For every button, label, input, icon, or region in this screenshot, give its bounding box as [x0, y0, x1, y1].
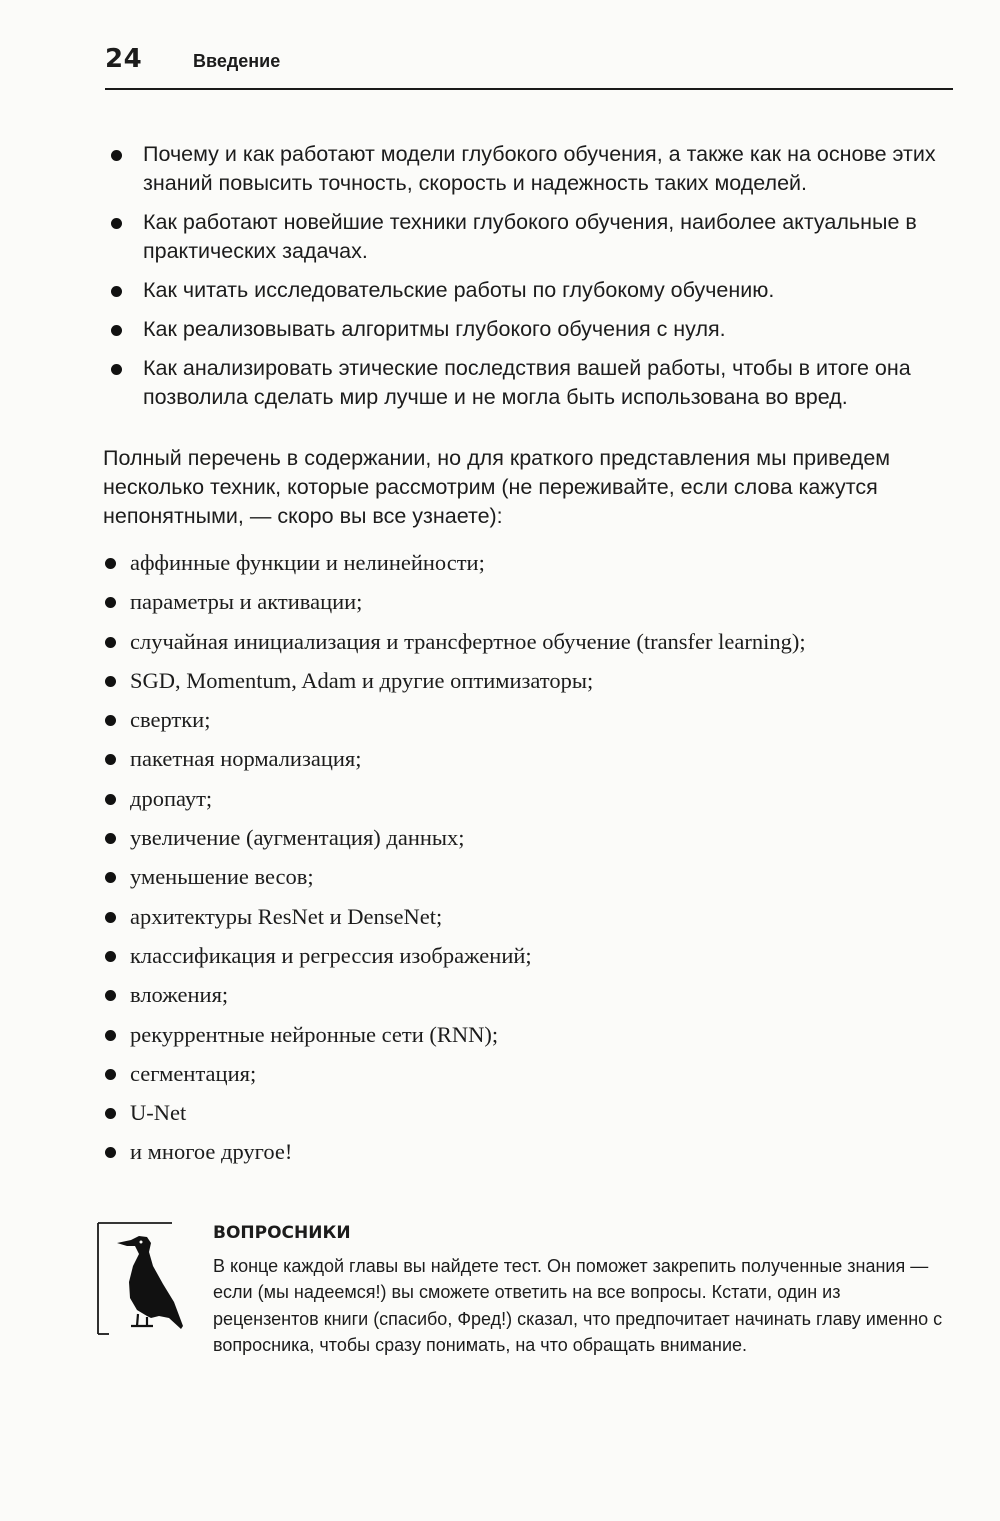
note-icon-box [97, 1222, 185, 1336]
page-number: 24 [105, 44, 143, 74]
list-item: уменьшение весов; [100, 862, 960, 901]
running-head: Введение [193, 51, 281, 71]
list-item: и многое другое! [100, 1137, 960, 1176]
list-item: Как реализовывать алгоритмы глубокого обучения с нуля. [105, 315, 965, 344]
list-item: аффинные функции и нелинейности; [100, 548, 960, 587]
list-item: рекуррентные нейронные сети (RNN); [100, 1020, 960, 1059]
list-item: дропаут; [100, 784, 960, 823]
page-header [105, 44, 953, 90]
list-item: случайная инициализация и трансфертное обучение (transfer learning); [100, 627, 960, 666]
list-item: Как работают новейшие техники глубокого обучения, наиболее актуальные в практических задачах. [105, 208, 965, 266]
techniques-list [100, 548, 960, 1177]
intro-bullet-list [105, 140, 965, 422]
list-item: Как анализировать этические последствия вашей работы, чтобы в итоге она позволила сделать мир лучше и не могла быть использована во вред. [105, 354, 965, 412]
crow-icon [97, 1222, 185, 1336]
list-item: Как читать исследовательские работы по глубокому обучению. [105, 276, 965, 305]
list-item: U-Net [100, 1098, 960, 1137]
list-item: параметры и активации; [100, 587, 960, 626]
overview-paragraph: Полный перечень в содержании, но для краткого представления мы приведем несколько техник, которые рассмотрим (не переживайте, если слова кажутся непонятными, — скоро вы все узнаете): [103, 446, 891, 528]
list-item: архитектуры ResNet и DenseNet; [100, 902, 960, 941]
list-item: вложения; [100, 980, 960, 1019]
note-title: ВОПРОСНИКИ [213, 1223, 351, 1243]
list-item: увеличение (аугментация) данных; [100, 823, 960, 862]
list-item: классификация и регрессия изображений; [100, 941, 960, 980]
list-item: свертки; [100, 705, 960, 744]
list-item: пакетная нормализация; [100, 744, 960, 783]
list-item: сегментация; [100, 1059, 960, 1098]
list-item: Почему и как работают модели глубокого обучения, а также как на основе этих знаний повысить точность, скорость и надежность таких моделей. [105, 140, 965, 198]
note-body: В конце каждой главы вы найдете тест. Он поможет закрепить полученные знания — если (мы надеемся!) вы сможете ответить на все вопросы. Кстати, один из рецензентов книги (спасибо, Фред!) сказал, что предпочитает начинать главу именно с вопросника, чтобы сразу понимать, на что обращать внимание. [213, 1256, 943, 1355]
list-item: SGD, Momentum, Adam и другие оптимизаторы; [100, 666, 960, 705]
